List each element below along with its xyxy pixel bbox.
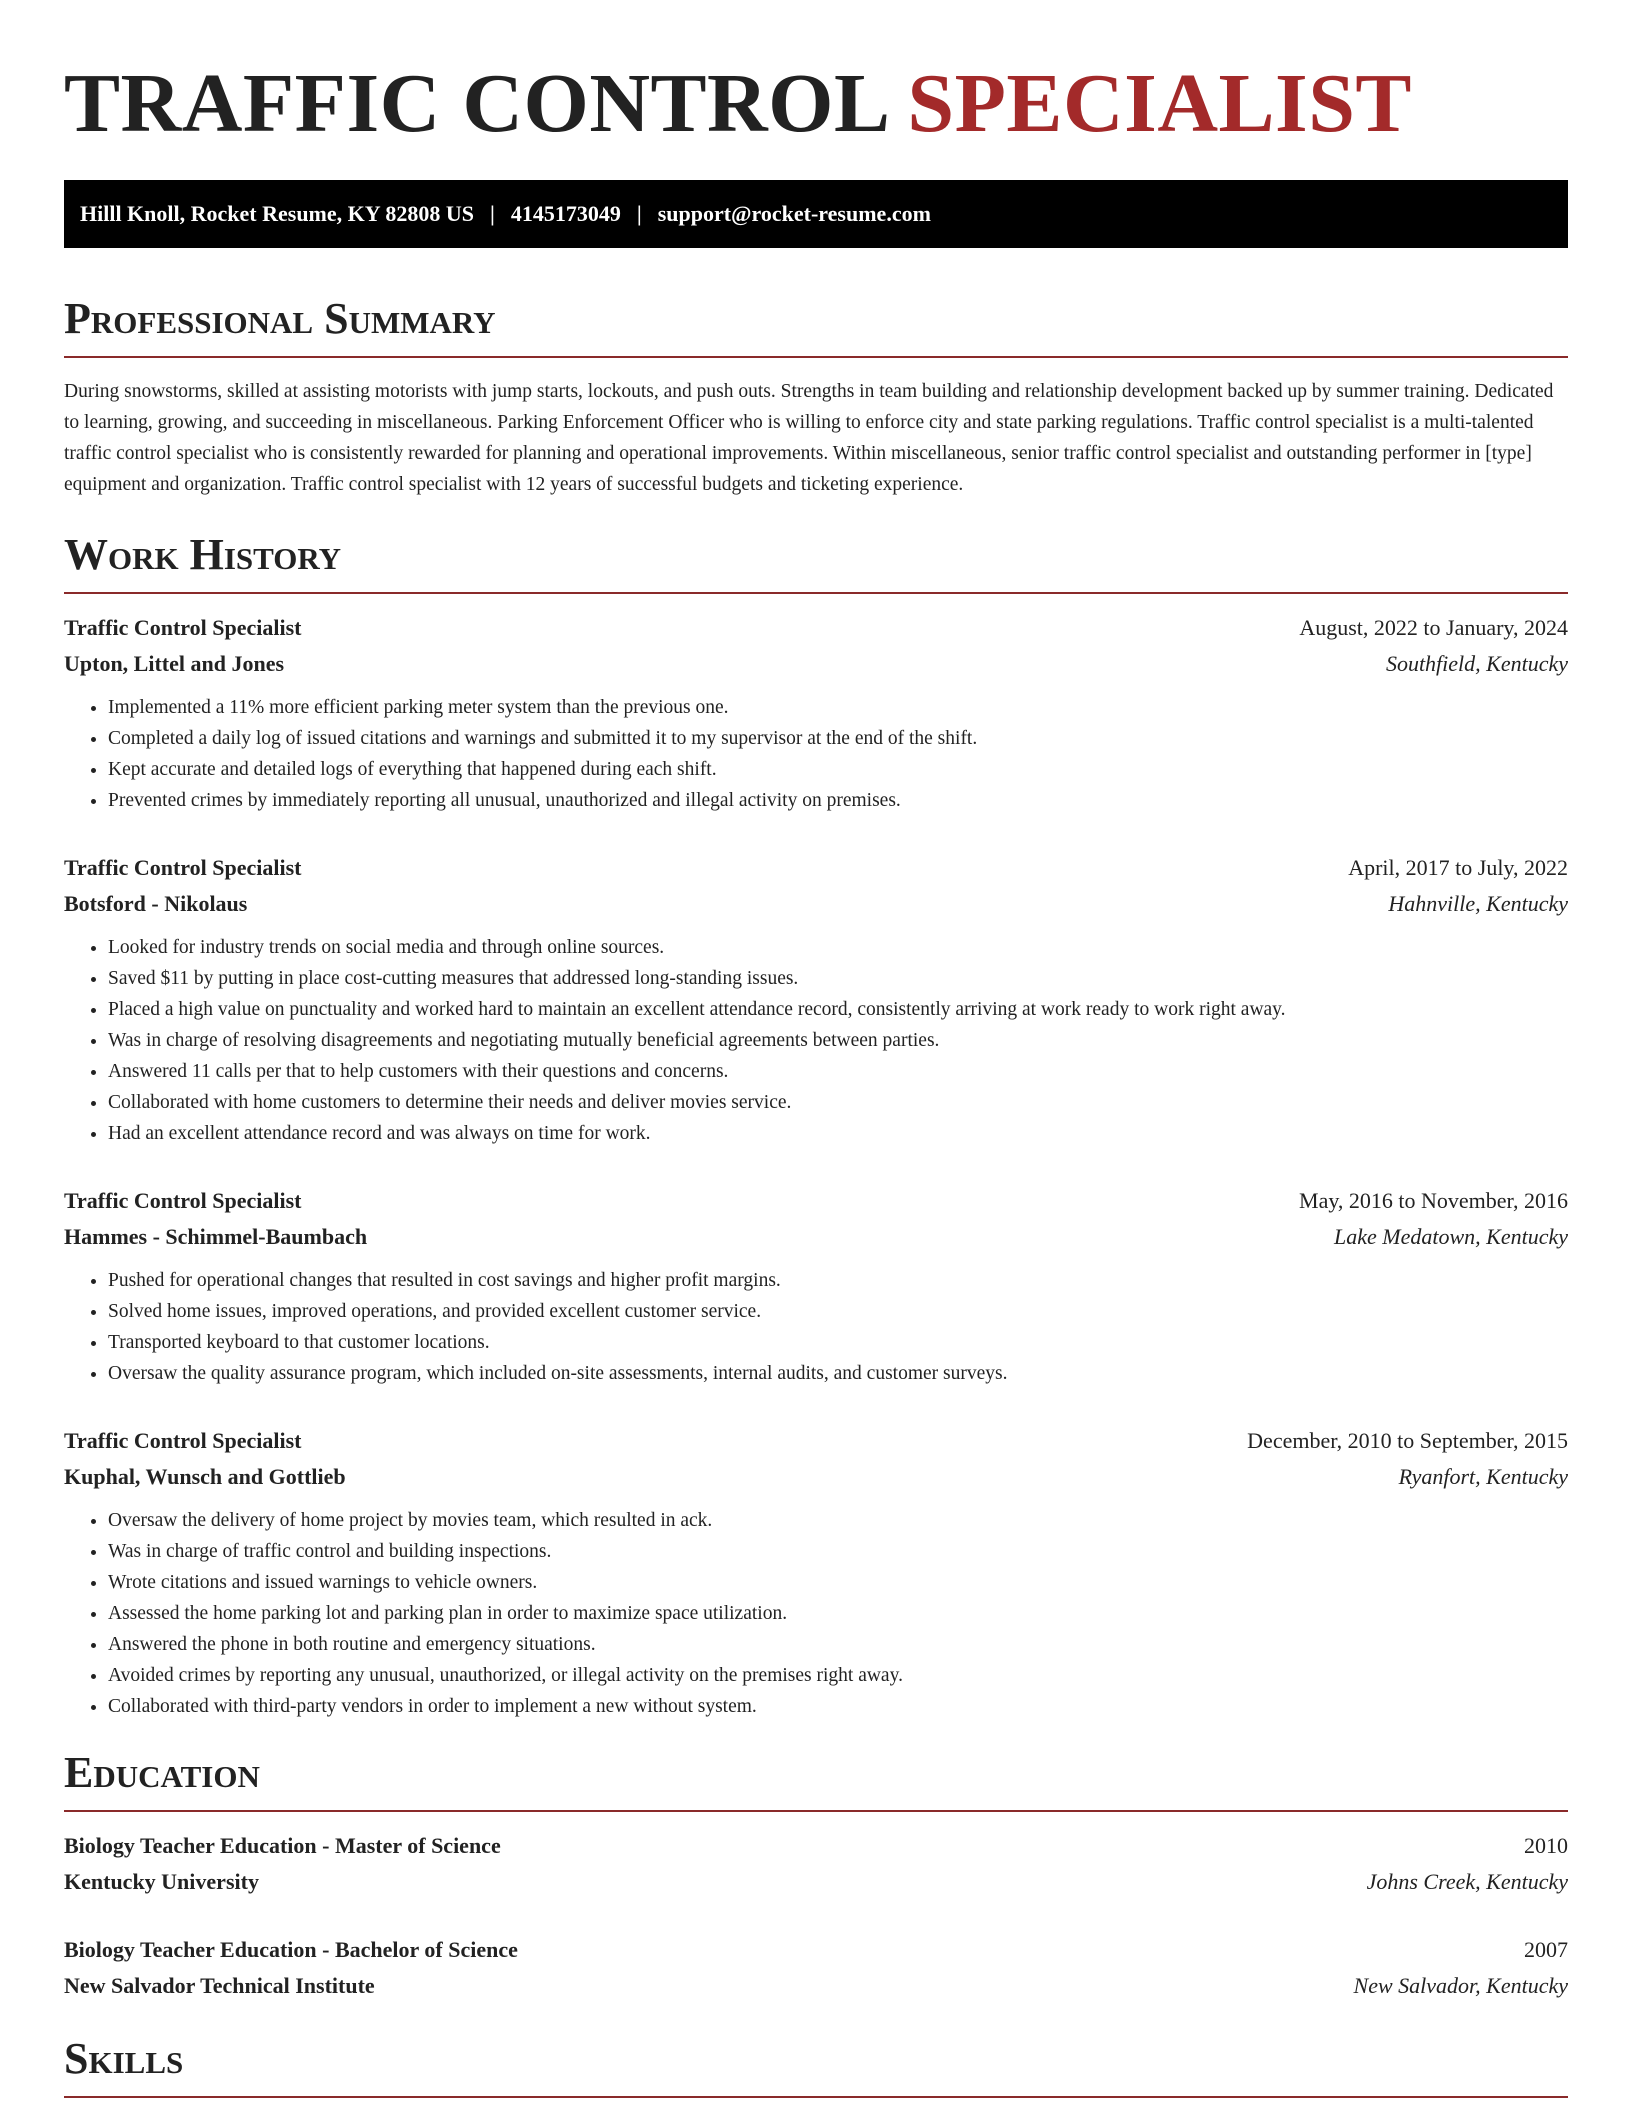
list-item: • Placed a high value on punctuality and worked hard to maintain an excellent attendance record, consistently arriving at work ready to work right away. xyxy=(108,994,1568,1025)
contact-address: Hilll Knoll, Rocket Resume, KY 82808 US xyxy=(80,201,474,226)
job-entry xyxy=(64,850,1568,1149)
list-item: • Was in charge of resolving disagreements and negotiating mutually beneficial agreements between parties. xyxy=(108,1025,1568,1056)
job-dates: May, 2016 to November, 2016 xyxy=(1299,1188,1568,1213)
contact-separator: | xyxy=(489,201,495,226)
summary-section xyxy=(64,292,1568,500)
list-item: • Wrote citations and issued warnings to vehicle owners. xyxy=(108,1567,1568,1598)
job-entry xyxy=(64,1183,1568,1389)
list-item: • Collaborated with third-party vendors in order to implement a new without system. xyxy=(108,1691,1568,1722)
resume-title xyxy=(64,0,1568,152)
skills-section xyxy=(64,2032,1568,2098)
contact-separator: | xyxy=(636,201,642,226)
work-history-heading: Work History xyxy=(64,530,342,579)
title-job-name: TRAFFIC CONTROL xyxy=(64,57,886,150)
contact-email[interactable]: support@rocket-resume.com xyxy=(657,201,931,226)
list-item: • Collaborated with home customers to determine their needs and deliver movies service. xyxy=(108,1087,1568,1118)
job-location: Hahnville, Kentucky xyxy=(1388,891,1568,916)
job-dates: December, 2010 to September, 2015 xyxy=(1247,1428,1568,1453)
list-item: • Solved home issues, improved operations, and provided excellent customer service. xyxy=(108,1296,1568,1327)
job-company: Botsford - Nikolaus xyxy=(64,891,248,916)
list-item: • Kept accurate and detailed logs of everything that happened during each shift. xyxy=(108,754,1568,785)
job-company: Kuphal, Wunsch and Gottlieb xyxy=(64,1464,346,1489)
list-item: • Prevented crimes by immediately reporting all unusual, unauthorized and illegal activity on premises. xyxy=(108,785,1568,816)
list-item: • Answered 11 calls per that to help customers with their questions and concerns. xyxy=(108,1056,1568,1087)
contact-bar xyxy=(64,180,1568,248)
education-location: Johns Creek, Kentucky xyxy=(1366,1869,1568,1894)
education-degree: Biology Teacher Education - Bachelor of Science xyxy=(64,1937,518,1962)
education-heading: Education xyxy=(64,1748,260,1797)
job-bullets xyxy=(64,932,1568,1149)
education-entry xyxy=(64,1932,1568,2004)
job-company: Upton, Littel and Jones xyxy=(64,651,285,676)
list-item: • Implemented a 11% more efficient parking meter system than the previous one. xyxy=(108,692,1568,723)
section-divider xyxy=(64,1810,1568,1812)
education-location: New Salvador, Kentucky xyxy=(1353,1973,1568,1998)
job-title: Traffic Control Specialist xyxy=(64,1188,302,1213)
list-item: • Had an excellent attendance record and was always on time for work. xyxy=(108,1118,1568,1149)
job-bullets xyxy=(64,1505,1568,1722)
list-item: • Looked for industry trends on social media and through online sources. xyxy=(108,932,1568,963)
list-item: • Completed a daily log of issued citations and warnings and submitted it to my supervisor at the end of the shift. xyxy=(108,723,1568,754)
job-entry xyxy=(64,610,1568,816)
job-entry xyxy=(64,1423,1568,1722)
summary-text: During snowstorms, skilled at assisting motorists with jump starts, lockouts, and push outs. Strengths in team building and relationship development backed up by summer training. Dedicated to learning, growing, and succeeding in miscellaneous. Parking Enforcement Officer who is willing to enforce city and state parking regulations. Traffic control specialist is a multi-talented traffic control specialist who is consistently rewarded for planning and operational improvements. Within miscellaneous, senior traffic control specialist and outstanding performer in [type] equipment and organization. Traffic control specialist with 12 years of successful budgets and ticketing experience. xyxy=(64,381,1554,495)
job-dates: April, 2017 to July, 2022 xyxy=(1348,855,1568,880)
job-title: Traffic Control Specialist xyxy=(64,1428,302,1453)
job-bullets xyxy=(64,692,1568,816)
list-item: • Saved $11 by putting in place cost-cutting measures that addressed long-standing issues. xyxy=(108,963,1568,994)
education-degree: Biology Teacher Education - Master of Science xyxy=(64,1833,501,1858)
list-item: • Oversaw the quality assurance program, which included on-site assessments, internal audits, and customer surveys. xyxy=(108,1358,1568,1389)
job-title: Traffic Control Specialist xyxy=(64,855,302,880)
list-item: • Assessed the home parking lot and parking plan in order to maximize space utilization. xyxy=(108,1598,1568,1629)
job-location: Ryanfort, Kentucky xyxy=(1398,1464,1568,1489)
contact-phone[interactable]: 4145173049 xyxy=(510,201,621,226)
education-year: 2007 xyxy=(1524,1937,1568,1962)
job-company: Hammes - Schimmel-Baumbach xyxy=(64,1224,368,1249)
education-school: Kentucky University xyxy=(64,1869,259,1894)
list-item: • Oversaw the delivery of home project by movies team, which resulted in ack. xyxy=(108,1505,1568,1536)
job-title: Traffic Control Specialist xyxy=(64,615,302,640)
list-item: • Pushed for operational changes that resulted in cost savings and higher profit margins. xyxy=(108,1265,1568,1296)
job-dates: August, 2022 to January, 2024 xyxy=(1299,615,1568,640)
work-history-section xyxy=(64,528,1568,1722)
list-item: • Avoided crimes by reporting any unusual, unauthorized, or illegal activity on the premises right away. xyxy=(108,1660,1568,1691)
list-item: • Answered the phone in both routine and emergency situations. xyxy=(108,1629,1568,1660)
education-section xyxy=(64,1746,1568,2004)
education-year: 2010 xyxy=(1524,1833,1568,1858)
list-item: • Transported keyboard to that customer locations. xyxy=(108,1327,1568,1358)
job-location: Lake Medatown, Kentucky xyxy=(1334,1224,1568,1249)
skills-heading: Skills xyxy=(64,2034,184,2083)
title-accent: SPECIALIST xyxy=(907,57,1412,150)
education-school: New Salvador Technical Institute xyxy=(64,1973,375,1998)
section-divider xyxy=(64,356,1568,358)
education-entry xyxy=(64,1828,1568,1900)
section-divider xyxy=(64,592,1568,594)
list-item: • Was in charge of traffic control and building inspections. xyxy=(108,1536,1568,1567)
job-bullets xyxy=(64,1265,1568,1389)
section-divider xyxy=(64,2096,1568,2098)
summary-heading: Professional Summary xyxy=(64,294,496,343)
job-location: Southfield, Kentucky xyxy=(1385,651,1568,676)
